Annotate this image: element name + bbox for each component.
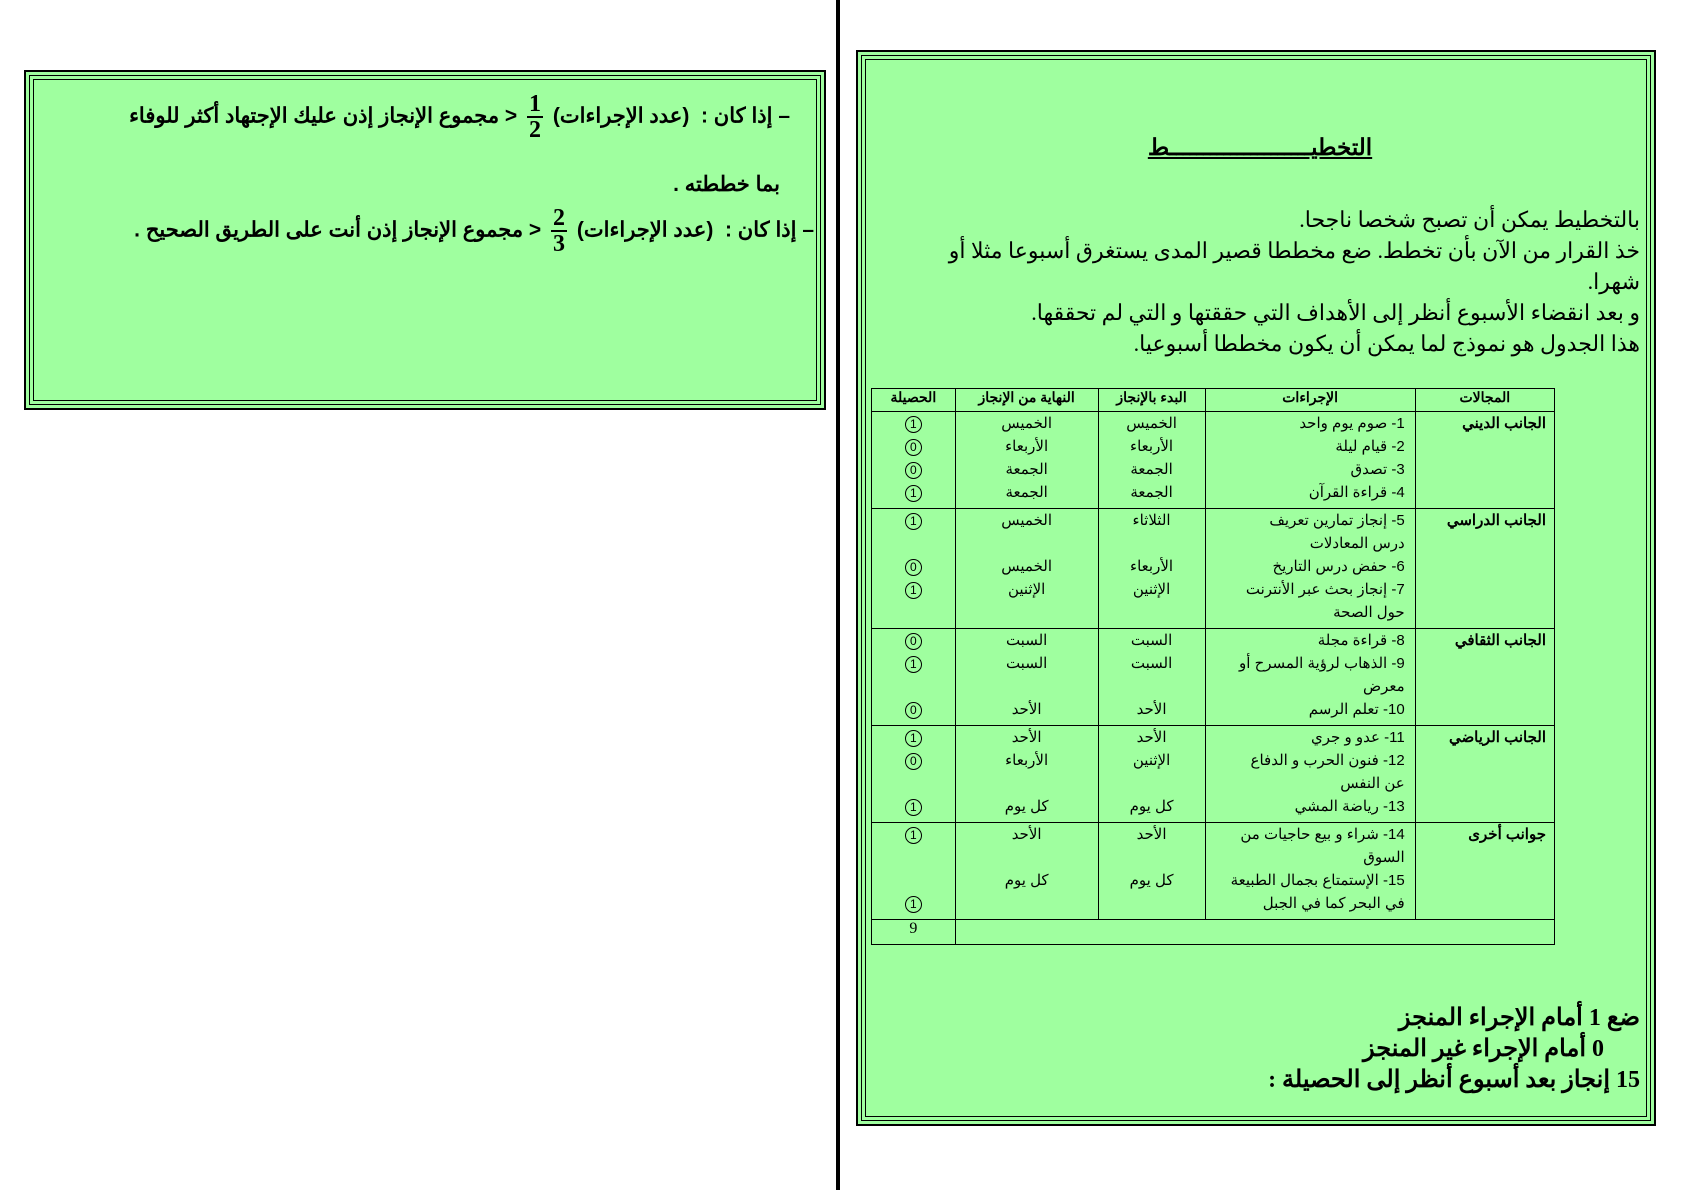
score-cell [872,629,956,726]
fraction-half-numerator: 1 [529,91,542,117]
end-entry: السبت [1005,632,1048,649]
end-entry: كل يوم [1004,798,1049,815]
start-entry: السبت [1130,655,1173,672]
start-cell [1098,412,1205,509]
intro-line: بالتخطيط يمكن أن تصبح شخصا ناجحا. [1299,207,1640,232]
actions-entry: 14- شراء و بيع حاجيات من [1240,826,1405,843]
circled-score: 1 [905,582,922,599]
circled-score: 1 [905,485,922,502]
actions-entry: 13- رياضة المشي [1294,798,1405,815]
score-entry [872,435,955,458]
end-entry: الجمعة [1005,484,1048,501]
end-cell [955,509,1098,629]
end-entry: الخميس [1001,415,1052,432]
actions-entry: السوق [1363,849,1405,866]
end-entry: الأحد [1011,729,1042,746]
score-entry [872,892,955,915]
start-entry [1099,532,1205,555]
score-entry [872,509,955,532]
total-row-empty [955,920,1554,945]
table-header-row [872,389,1555,412]
rule-line-continuation [673,172,780,197]
score-entry [872,652,955,675]
score-entry [872,869,955,892]
actions-entry: معرض [1363,678,1405,695]
intro-line: و بعد انقضاء الأسبوع أنظر إلى الأهداف التي حققتها و التي لم تحققها. [1031,300,1640,325]
actions-entry: 10- تعلم الرسم [1308,701,1405,718]
end-entry: الخميس [1001,558,1052,575]
end-entry [956,532,1098,555]
start-cell [1098,629,1205,726]
actions-entry: 12- فنون الحرب و الدفاع [1250,752,1405,769]
actions-entry: 15- الإستمتاع بجمال الطبيعة [1230,872,1405,889]
planning-intro [920,204,1640,359]
actions-entry: 1- صوم يوم واحد [1299,415,1405,432]
start-entry: كل يوم [1129,872,1174,889]
total-row [872,920,1555,945]
score-entry [872,532,955,555]
domain-cell: الجانب الدراسي [1415,509,1554,629]
start-entry: الجمعة [1130,484,1173,501]
actions-cell [1205,823,1415,920]
rule2-paren: (عدد الإجراءات) [576,218,714,242]
table-row [872,823,1555,920]
end-cell [955,823,1098,920]
circled-score: 1 [905,656,922,673]
actions-entry: درس المعادلات [1309,535,1405,552]
start-entry: الثلاثاء [1132,512,1171,529]
actions-entry: 3- تصدق [1350,461,1405,478]
end-cell [955,629,1098,726]
start-entry: الأربعاء [1130,438,1174,455]
start-entry: الإثنين [1132,752,1171,769]
actions-entry: 9- الذهاب لرؤية المسرح أو [1239,655,1405,672]
end-entry: الجمعة [1005,461,1048,478]
header-score: الحصيلة [872,389,956,412]
end-entry: الأحد [1011,701,1042,718]
start-cell [1098,509,1205,629]
actions-entry: 6- حفض درس التاريخ [1272,558,1405,575]
actions-entry: 7- إنجاز بحث عبر الأنترنت [1245,581,1405,598]
circled-score: 0 [905,753,922,770]
score-entry [872,675,955,698]
score-entry [872,481,955,504]
score-entry [872,458,955,481]
start-entry: الأحد [1136,826,1167,843]
end-entry: الخميس [1001,512,1052,529]
circled-score: 1 [905,730,922,747]
actions-cell [1205,509,1415,629]
circled-score: 1 [905,827,922,844]
start-entry [1099,846,1205,869]
instruction-line: ضع 1 أمام الإجراء المنجز [1398,1005,1640,1031]
score-entry [872,726,955,749]
rule2-prefix: – إذا كان : [724,218,814,242]
start-entry [1099,772,1205,795]
score-cell [872,823,956,920]
start-entry [1099,601,1205,624]
page-fold-divider [836,0,840,1190]
fraction-two-thirds [551,206,567,256]
domain-cell: الجانب الثقافي [1415,629,1554,726]
intro-line: شهرا. [1587,269,1640,294]
circled-score: 0 [905,702,922,719]
actions-entry: 11- عدو و جري [1311,729,1405,746]
rule-line-half [129,92,790,142]
rule1-paren: (عدد الإجراءات) [552,104,690,128]
actions-entry: حول الصحة [1333,604,1405,621]
score-entry [872,601,955,624]
end-cell [955,412,1098,509]
circled-score: 0 [905,633,922,650]
rule1-continuation: بما خططته . [673,173,780,196]
end-entry [956,772,1098,795]
weekly-plan-table [871,388,1555,945]
instruction-line: 0 أمام الإجراء غير المنجز [1363,1036,1604,1062]
header-actions: الإجراءات [1205,389,1415,412]
score-entry [872,555,955,578]
end-cell [955,726,1098,823]
fraction-half [527,92,543,142]
circled-score: 0 [905,439,922,456]
actions-entry: 8- قراءة مجلة [1317,632,1405,649]
actions-cell [1205,726,1415,823]
score-entry [872,412,955,435]
start-entry: الإثنين [1132,581,1171,598]
actions-entry: عن النفس [1340,775,1405,792]
end-entry [956,892,1098,915]
score-entry [872,772,955,795]
end-entry: الأربعاء [1005,752,1049,769]
score-entry [872,823,955,846]
actions-entry: 5- إنجاز تمارين تعريف [1269,512,1405,529]
score-entry [872,629,955,652]
circled-score: 1 [905,896,922,913]
actions-entry: 4- قراءة القرآن [1308,484,1405,501]
instruction-line: 15 إنجاز بعد أسبوع أنظر إلى الحصيلة : [1268,1067,1640,1093]
rule2-suffix: < مجموع الإنجاز إذن أنت على الطريق الصحيح . [134,218,542,242]
instructions [1100,1003,1640,1096]
start-entry [1099,892,1205,915]
start-entry: الجمعة [1130,461,1173,478]
fraction-two-thirds-denominator: 3 [553,231,566,257]
start-entry: الأربعاء [1130,558,1174,575]
actions-entry: في البحر كما في الجبل [1262,895,1405,912]
domain-cell: الجانب الرياضي [1415,726,1554,823]
total-score: 9 [872,920,956,945]
score-cell [872,726,956,823]
end-entry: الأربعاء [1005,438,1049,455]
end-entry: الأحد [1011,826,1042,843]
table-row [872,509,1555,629]
intro-line: خذ القرار من الآن بأن تخطط. ضع مخططا قصير المدى يستغرق أسبوعا مثلا أو [948,238,1640,263]
header-start: البدء بالإنجاز [1098,389,1205,412]
start-entry: كل يوم [1129,798,1174,815]
fraction-two-thirds-numerator: 2 [553,205,566,231]
table-row [872,629,1555,726]
circled-score: 1 [905,799,922,816]
start-cell [1098,823,1205,920]
score-entry [872,846,955,869]
score-entry [872,795,955,818]
fraction-half-denominator: 2 [529,117,542,143]
end-entry: السبت [1005,655,1048,672]
rule1-suffix: < مجموع الإنجاز إذن عليك الإجتهاد أكثر للوفاء [129,104,518,128]
domain-cell: الجانب الديني [1415,412,1554,509]
score-entry [872,698,955,721]
score-entry [872,578,955,601]
end-entry [956,601,1098,624]
start-cell [1098,726,1205,823]
score-entry [872,749,955,772]
table-row [872,412,1555,509]
end-entry [956,675,1098,698]
score-cell [872,412,956,509]
actions-cell [1205,629,1415,726]
actions-cell [1205,412,1415,509]
score-cell [872,509,956,629]
actions-entry: 2- قيام ليلة [1335,438,1405,455]
start-entry: الخميس [1126,415,1177,432]
start-entry: الأحد [1136,729,1167,746]
circled-score: 0 [905,559,922,576]
domain-cell: جوانب أخرى [1415,823,1554,920]
circled-score: 0 [905,462,922,479]
start-entry [1099,675,1205,698]
planning-title: التخطيـــــــــــــــــــــط [1147,134,1373,160]
end-entry: كل يوم [1004,872,1049,889]
header-domains: المجالات [1415,389,1554,412]
end-entry [956,846,1098,869]
header-end: النهاية من الإنجاز [955,389,1098,412]
start-entry: السبت [1130,632,1173,649]
intro-line: هذا الجدول هو نموذج لما يمكن أن يكون مخططا أسبوعيا. [1133,331,1640,356]
end-entry: الإثنين [1007,581,1046,598]
circled-score: 1 [905,513,922,530]
circled-score: 1 [905,416,922,433]
rule-line-two-thirds [134,206,814,256]
rule1-prefix: – إذا كان : [700,104,790,128]
start-entry: الأحد [1136,701,1167,718]
table-row [872,726,1555,823]
